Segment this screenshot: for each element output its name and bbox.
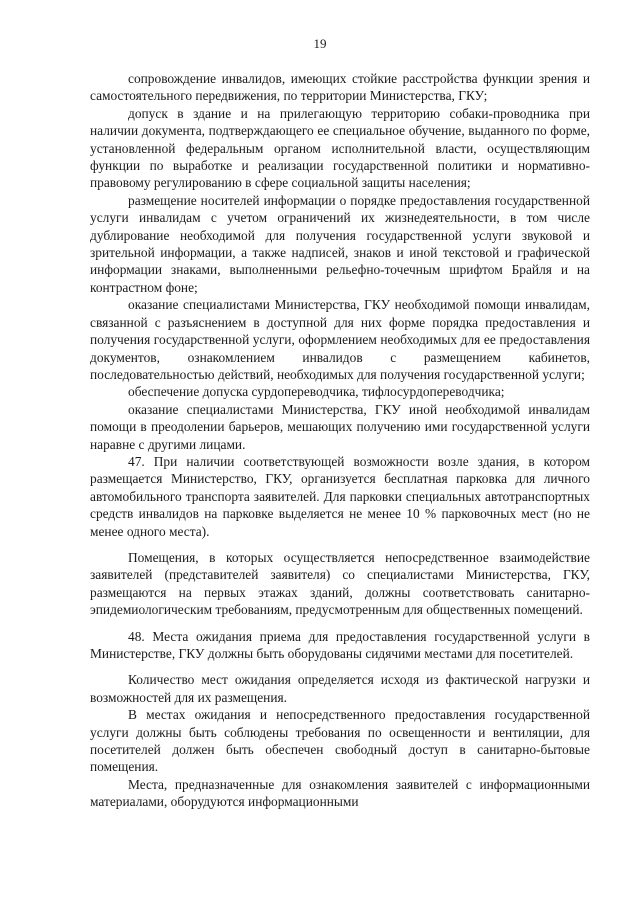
paragraph: размещение носителей информации о порядке предоставления государственной услуги инвалидам с учетом ограничений их жизнедеятельности, в том числе дублирование необходимой для получения государственной услуги звуковой и зрительной информации, а также надписей, знаков и иной текстовой и графической информации знаками, выполненными рельефно-точечным шрифтом Брайля и на контрастном фоне; bbox=[90, 192, 590, 295]
paragraph: оказание специалистами Министерства, ГКУ иной необходимой инвалидам помощи в преодолении барьеров, мешающих получению ими государственной услуги наравне с другими лицами. bbox=[90, 401, 590, 452]
paragraph: допуск в здание и на прилегающую территорию собаки-проводника при наличии документа, подтверждающего ее специальное обучение, выданного по форме, установленной федеральным органом исполнительной власти, осуществляющим функции по выработке и реализации государственной политики и нормативно-правовому регулированию в сфере социальной защиты населения; bbox=[90, 105, 590, 191]
paragraph: В местах ожидания и непосредственного предоставления государственной услуги должны быть соблюдены требования по освещенности и вентиляции, для посетителей должен быть обеспечен свободный доступ в санитарно-бытовые помещения. bbox=[90, 707, 590, 775]
paragraph: Места, предназначенные для ознакомления заявителей с информационными материалами, оборудуются информационными bbox=[90, 776, 590, 810]
page-number: 19 bbox=[313, 36, 327, 51]
paragraph: обеспечение допуска сурдопереводчика, тифлосурдопереводчика; bbox=[128, 384, 505, 400]
paragraph: Помещения, в которых осуществляется непосредственное взаимодействие заявителей (представителей заявителя) со специалистами Министерства, ГКУ, размещаются на первых этажах зданий, должны соответствовать санитарно-эпидемиологическим требованиям, предусмотренным для общественных помещений. bbox=[90, 549, 590, 618]
paragraph-item-48: 48. Места ожидания приема для предоставления государственной услуги в Министерстве, ГКУ должны быть оборудованы сидячими местами для посетителей. bbox=[90, 628, 590, 661]
paragraph: оказание специалистами Министерства, ГКУ необходимой помощи инвалидам, связанной с разъяснением в доступной для них форме порядка предоставления и получения государственной услуги, оформлением необходимых для ее предоставления документов, ознакомлением инвалидов с размещением кабинетов, последовательностью действий, необходимых для получения государственной услуги; bbox=[90, 297, 590, 382]
paragraph: сопровождение инвалидов, имеющих стойкие расстройства функции зрения и самостоятельного передвижения, по территории Министерства, ГКУ; bbox=[90, 71, 590, 104]
document-body bbox=[90, 70, 590, 811]
paragraph: Количество мест ожидания определяется исходя из фактической нагрузки и возможностей для их размещения. bbox=[90, 672, 590, 705]
paragraph-item-47: 47. При наличии соответствующей возможности возле здания, в котором размещается Министерство, ГКУ, организуется бесплатная парковка для личного автомобильного транспорта заявителей. Для парковки специальных автотранспортных средств инвалидов на парковке выделяется не менее 10 % парковочных мест (но не менее одного места). bbox=[90, 453, 590, 539]
